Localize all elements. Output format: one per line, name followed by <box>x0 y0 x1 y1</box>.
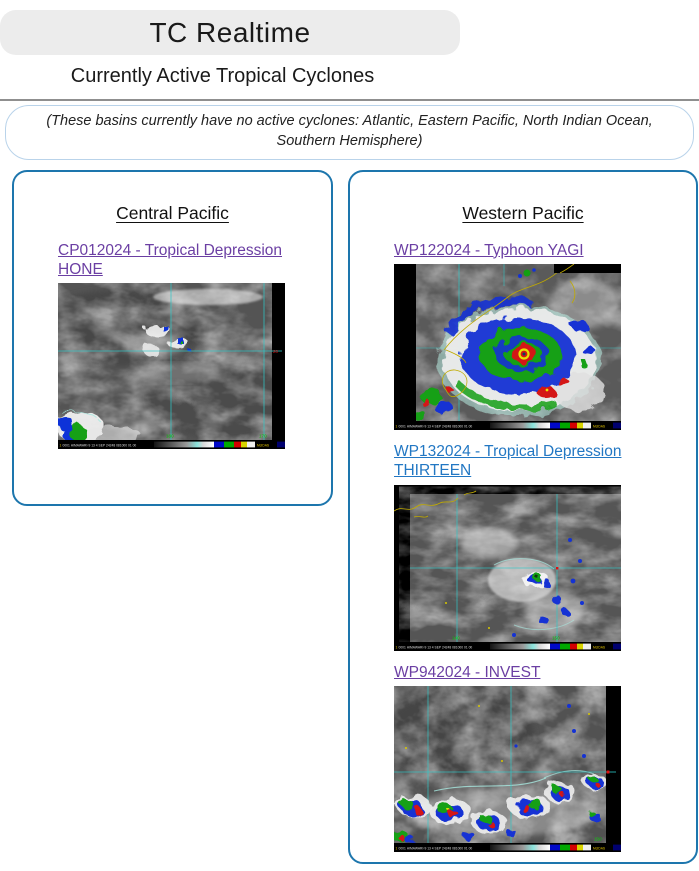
divider <box>0 99 699 101</box>
edge-strip-top <box>554 264 621 273</box>
storm-link-yagi[interactable]: WP122024 - Typhoon YAGI <box>394 241 584 259</box>
panel-western-pacific <box>348 170 698 864</box>
edge-strip <box>272 283 285 440</box>
svg-text:1: 1 <box>395 846 398 851</box>
svg-text:0001 HIMAWARI-9 13 4 SEP 24248: 0001 HIMAWARI-9 13 4 SEP 24248 081000 01 00 <box>398 424 473 429</box>
svg-text:0001 HIMAWARI-9 13 4 SEP 24248: 0001 HIMAWARI-9 13 4 SEP 24248 081000 01 00 <box>398 645 473 650</box>
svg-text:McIDAS: McIDAS <box>593 424 606 429</box>
svg-text:150: 150 <box>552 635 560 641</box>
satellite-image-yagi[interactable] <box>394 264 621 430</box>
svg-text:1: 1 <box>395 645 398 650</box>
svg-text:1: 1 <box>395 424 398 429</box>
svg-text:0001 HIMAWARI-9 13 4 SEP 24248: 0001 HIMAWARI-9 13 4 SEP 24248 081000 01 00 <box>62 443 137 448</box>
basin-panels <box>12 170 699 864</box>
satellite-image-thirteen[interactable] <box>394 485 621 651</box>
header-bar <box>0 10 460 55</box>
svg-text:180: 180 <box>166 433 174 439</box>
svg-text:McIDAS: McIDAS <box>593 645 606 650</box>
svg-text:McIDAS: McIDAS <box>257 443 270 448</box>
page-subtitle: Currently Active Tropical Cyclones <box>70 65 375 87</box>
panel-title-central-pacific: Central Pacific <box>116 202 229 223</box>
panel-title-western-pacific: Western Pacific <box>462 202 584 223</box>
caption-bar <box>394 421 621 430</box>
storm-link-hone[interactable]: CP012024 - Tropical Depression HONE <box>58 241 283 278</box>
caption-bar <box>394 843 621 852</box>
caption-bar <box>394 642 621 651</box>
svg-text:150: 150 <box>594 836 602 842</box>
satellite-image-hone[interactable] <box>58 283 285 449</box>
storm-link-thirteen[interactable]: WP132024 - Tropical Depression THIRTEEN <box>394 442 622 480</box>
svg-text:1: 1 <box>59 443 62 448</box>
storm-block-thirteen <box>394 442 684 651</box>
storm-link-invest[interactable]: WP942024 - INVEST <box>394 663 541 681</box>
inactive-basins-text: (These basins currently have no active cyclones: Atlantic, Eastern Pacific, North Indian Ocean, Southern Hemisphere) <box>46 113 653 150</box>
svg-text:0001 HIMAWARI-9 13 4 SEP 24248: 0001 HIMAWARI-9 13 4 SEP 24248 081000 01 00 <box>398 846 473 851</box>
panel-central-pacific <box>12 170 333 506</box>
edge-strip-left <box>394 264 416 421</box>
svg-text:McIDAS: McIDAS <box>593 846 606 851</box>
storm-block-invest <box>394 663 684 852</box>
satellite-image-invest[interactable] <box>394 686 621 852</box>
storm-block-hone <box>58 241 319 450</box>
caption-bar <box>58 440 285 449</box>
svg-text:170: 170 <box>259 433 267 439</box>
edge-strip <box>606 686 621 843</box>
page-title: TC Realtime <box>149 16 311 48</box>
inactive-basins-notice <box>5 105 694 160</box>
svg-text:140: 140 <box>452 635 460 641</box>
storm-block-yagi <box>394 241 684 430</box>
svg-text:20: 20 <box>273 349 279 355</box>
